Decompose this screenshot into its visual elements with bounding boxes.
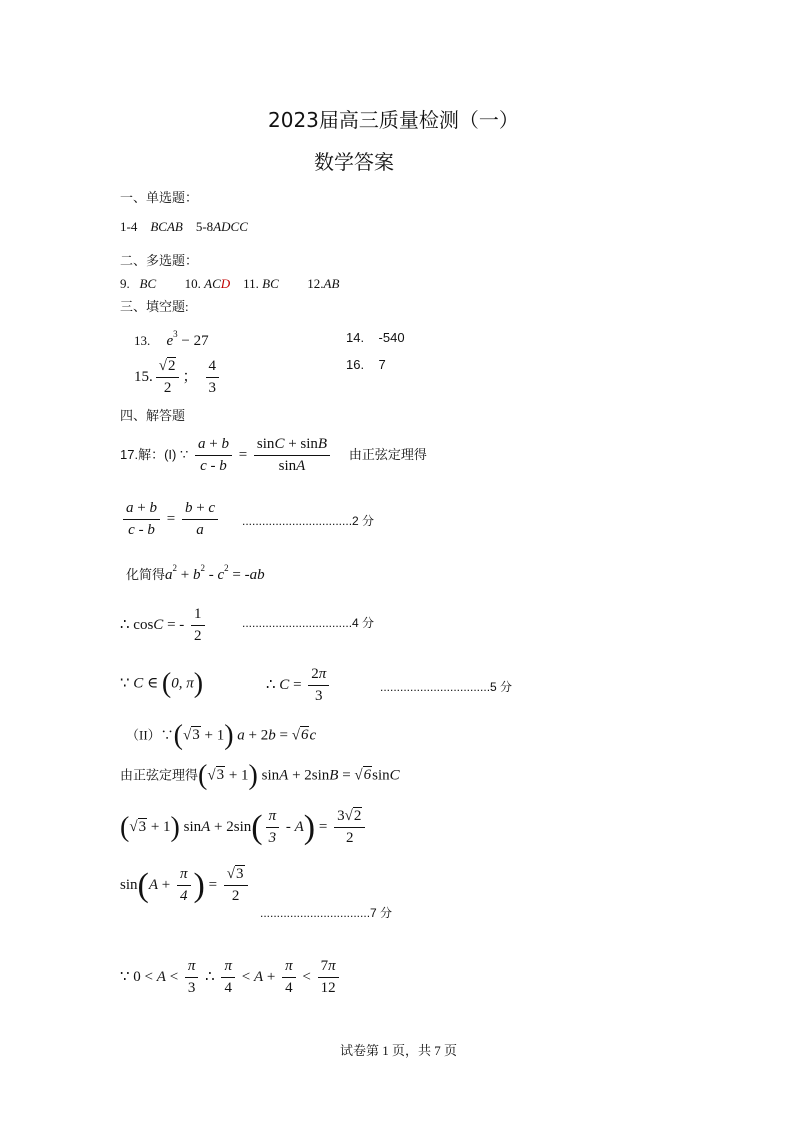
page-title: 2023届高三质量检测（一） <box>268 108 519 132</box>
simplify-label: 化简得 <box>126 567 166 582</box>
single-choice-answers <box>120 219 248 235</box>
q9-number: 9. <box>120 276 130 291</box>
q13-number: 13. <box>134 333 151 348</box>
q14 <box>346 330 405 345</box>
score-5: .................................5 分 <box>380 680 513 694</box>
q17-note: 由正弦定理得 <box>348 447 427 463</box>
q17-simplify: 化简得$a^2 + b^2 - c^2 = -ab$ <box>126 563 265 583</box>
section-fill-blank: 三、填空题: <box>120 299 189 314</box>
q14-number: 14. <box>346 330 365 345</box>
q17-part2-substitute: (√3 + 1) sinA + 2sin( $\frac{\pi}{3}$ - A) = $\frac{3√2}{2}$ <box>120 808 368 848</box>
q16 <box>346 357 386 372</box>
q17-C-value: ∴ C = $\frac{2\pi}{3}$ <box>266 666 332 706</box>
section-single-choice: 一、单选题： <box>120 190 199 205</box>
law-sine-label: 由正弦定理得 <box>120 767 199 783</box>
multiple-choice-answers <box>120 276 339 292</box>
section-multiple-choice: 二、多选题： <box>120 253 199 268</box>
q11-answer: BC <box>262 276 279 291</box>
q15-number: 15. <box>134 369 153 386</box>
q11-number: 11. <box>243 276 259 291</box>
score-4: .................................4 分 <box>242 616 375 630</box>
section-solutions: 四、解答题 <box>120 408 186 423</box>
q17-part2-range: ∵ 0 < A < $\frac{\pi}{3}$ ∴ $\frac{\pi}{4}$ < A + $\frac{\pi}{4}$ < $\frac{7\pi}{12}$ <box>120 958 342 998</box>
q10-number: 10. <box>184 276 201 291</box>
page-subtitle: 数学答案 <box>314 150 394 174</box>
q17-part2-sine: 由正弦定理得(√3 + 1) sinA + 2sinB = √6sinC <box>120 760 400 791</box>
q17-cosC: ∴ cosC = - $\frac{1}{2}$ <box>120 606 208 646</box>
q17-step-ratio: $\frac{a + b}{c - b}$ = $\frac{b + c}{a}$ <box>120 500 221 540</box>
q13: 13. $e^3 - 27$ <box>134 329 209 349</box>
score-2: .................................2 分 <box>242 514 375 528</box>
q16-answer: 7 <box>378 357 386 372</box>
range-1-4: 1-4 <box>120 219 138 234</box>
page-footer: 试卷第 1 页，共 7 页 <box>340 1043 458 1058</box>
q17-label: 17.解：(I) ∵ <box>120 447 189 463</box>
q10-answer-red: D <box>220 276 231 291</box>
q15: 15. $\frac{√2}{2}$ ； $\frac{4}{3}$ <box>134 358 222 398</box>
q9-answer: BC <box>139 276 157 291</box>
q10-answer: AC <box>204 276 221 291</box>
q13-answer: − 27 <box>181 333 209 349</box>
q17-C-range: ∵ C ∈ (0, π) <box>120 668 204 699</box>
answers-5-8: ADCC <box>213 219 248 234</box>
range-5-8: 5-8 <box>195 219 214 234</box>
q14-answer: -540 <box>378 330 405 345</box>
score-7: .................................7 分 <box>260 906 393 920</box>
part2-label: （II）∵ <box>126 727 174 743</box>
q16-number: 16. <box>346 357 365 372</box>
q17-part2-given: （II）∵(√3 + 1) a + 2b = √6c <box>126 720 317 751</box>
q12-number: 12. <box>307 276 324 291</box>
q17-part2-sin-sum: sin(A + $\frac{\pi}{4}$ ) = $\frac{√3}{2}$ <box>120 866 251 906</box>
answers-1-4: BCAB <box>150 219 183 234</box>
q17-given: 17.解：(I) ∵ $\frac{a + b}{c - b}$ = $\frac{\sin C + \sin B}{\sin A}$ 由正弦定理得 <box>120 436 427 475</box>
q12-answer: AB <box>323 276 340 291</box>
